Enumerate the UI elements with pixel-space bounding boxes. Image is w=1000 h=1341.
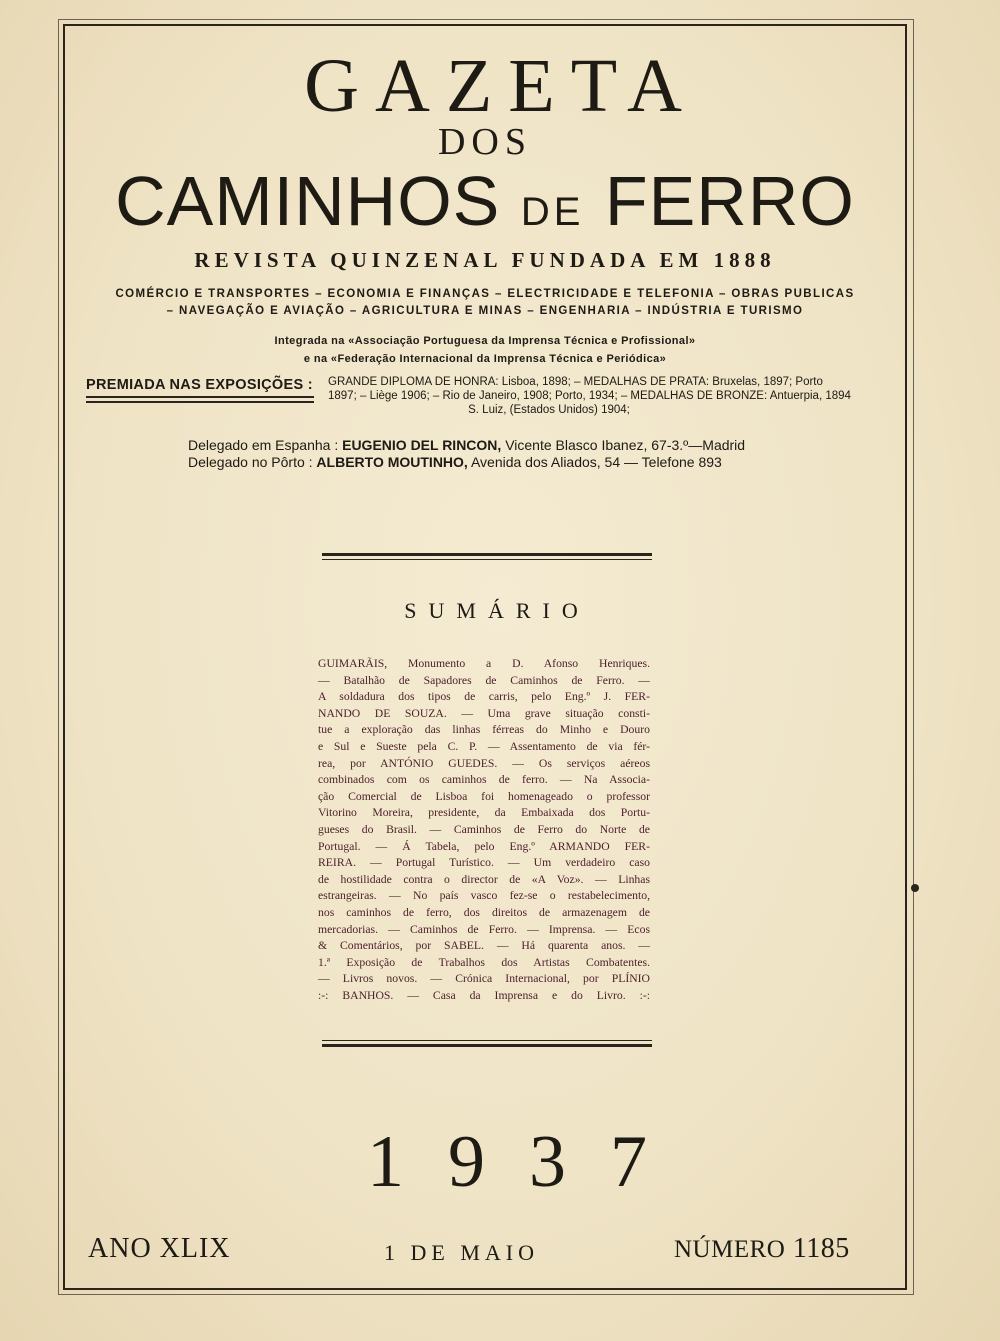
divider-top	[322, 553, 652, 560]
summary-line: combinados com os caminhos de ferro. — Na Associa-	[318, 773, 650, 787]
summary-line: NANDO DE SOUZA. — Uma grave situação consti-	[318, 706, 650, 720]
awards-line-2: 1897; – Liège 1906; – Rio de Janeiro, 1908; Porto, 1934; – MEDALHAS DE BRONZE: Antuerpia, 1894	[328, 390, 851, 402]
summary-line: REIRA. — Portugal Turístico. — Um verdadeiro caso	[318, 856, 650, 870]
title-gazeta: GAZETA	[304, 44, 698, 128]
title-caminhos: CAMINHOS	[115, 162, 521, 240]
issue-number-label: NÚMERO	[674, 1236, 786, 1263]
awards-label-rules	[86, 396, 314, 406]
subtitle: REVISTA QUINZENAL FUNDADA EM 1888	[194, 248, 776, 272]
delegate-porto	[188, 454, 745, 471]
delegate-porto-address: Avenida dos Aliados, 54 — Telefone 893	[467, 454, 722, 470]
awards-label: PREMIADA NAS EXPOSIÇÕES :	[86, 377, 313, 393]
issue-date: 1 DE MAIO	[384, 1240, 539, 1265]
summary-line: — Livros novos. — Crónica Internacional, por PLÍNIO	[318, 972, 650, 986]
issue-number	[674, 1232, 850, 1267]
summary-line: A soldadura dos tipos de carris, pelo Eng.º J. FER-	[318, 690, 650, 704]
title-de: DE	[520, 190, 585, 234]
summary-line: tue a exploração das linhas férreas do Minho e Douro	[318, 723, 650, 737]
summary-heading: SUMÁRIO	[404, 598, 590, 623]
year: 1937	[367, 1121, 691, 1203]
summary-line: Portugal. — Á Tabela, pelo Eng.º ARMANDO FER-	[318, 839, 650, 853]
summary-line: — Batalhão de Sapadores de Caminhos de Ferro. —	[318, 673, 650, 687]
summary-line: rea, por ANTÓNIO GUEDES. — Os serviços aéreos	[318, 756, 650, 770]
summary-line: gueses do Brasil. — Caminhos de Ferro do Norte de	[318, 822, 650, 836]
title-caminhos-de-ferro	[63, 163, 907, 250]
volume-number: ANO XLIX	[88, 1233, 231, 1264]
delegate-spain-name: EUGENIO DEL RINCON,	[342, 437, 502, 453]
summary-line: ção Comercial de Lisboa foi homenageado o professor	[318, 789, 650, 803]
awards-line-1: GRANDE DIPLOMA DE HONRA: Lisboa, 1898; – MEDALHAS DE PRATA: Bruxelas, 1897; Porto	[328, 376, 823, 388]
delegate-spain-label: Delegado em Espanha :	[188, 437, 343, 453]
summary-line: 1.ª Exposição de Trabalhos dos Artistas Combatentes.	[318, 955, 650, 969]
summary-line: Vitorino Moreira, presidente, da Embaixada dos Portu-	[318, 806, 650, 820]
summary-line: GUIMARÃIS, Monumento a D. Afonso Henriques.	[318, 657, 650, 670]
awards-line-3: S. Luiz, (Estados Unidos) 1904;	[468, 404, 630, 416]
ink-dot	[911, 884, 919, 892]
delegates	[188, 437, 745, 471]
topics	[63, 286, 907, 320]
summary-line: & Comentários, por SABEL. — Há quarenta anos. —	[318, 939, 650, 953]
awards-text	[328, 375, 890, 417]
title-dos: DOS	[437, 121, 533, 163]
association-note	[63, 332, 907, 368]
association-line-2: e na «Federação Internacional da Imprensa Técnica e Periódica»	[303, 353, 667, 365]
summary-line: estrangeiras. — No país vasco fez-se o restabelecimento,	[318, 889, 650, 903]
topics-line-2: – NAVEGAÇÃO E AVIAÇÃO – AGRICULTURA E MINAS – ENGENHARIA – INDÚSTRIA E TURISMO	[166, 305, 804, 317]
title-ferro: FERRO	[584, 162, 855, 240]
summary-text	[318, 656, 650, 1004]
topics-line-1: COMÉRCIO E TRANSPORTES – ECONOMIA E FINANÇAS – ELECTRICIDADE E TELEFONIA – OBRAS PUBLICAS	[115, 288, 855, 300]
summary-line: e Sul e Sueste pela C. P. — Assentamento de via fér-	[318, 739, 650, 753]
summary-line: :-: BANHOS. — Casa da Imprensa e do Livro. :-:	[318, 988, 650, 1002]
delegate-porto-name: ALBERTO MOUTINHO,	[316, 454, 468, 470]
summary-line: de hostilidade contra o director de «A Voz». — Linhas	[318, 872, 650, 886]
divider-bottom	[322, 1040, 652, 1047]
issue-number-value: 1185	[792, 1233, 850, 1264]
delegate-porto-label: Delegado no Pôrto :	[188, 454, 317, 470]
summary-line: mercadorias. — Caminhos de Ferro. — Imprensa. — Ecos	[318, 922, 650, 936]
delegate-spain-address: Vicente Blasco Ibanez, 67-3.º—Madrid	[501, 437, 746, 453]
summary-line: nos caminhos de ferro, dos direitos de armazenagem de	[318, 905, 650, 919]
association-line-1: Integrada na «Associação Portuguesa da Imprensa Técnica e Profissional»	[274, 335, 696, 347]
delegate-spain	[188, 437, 745, 454]
